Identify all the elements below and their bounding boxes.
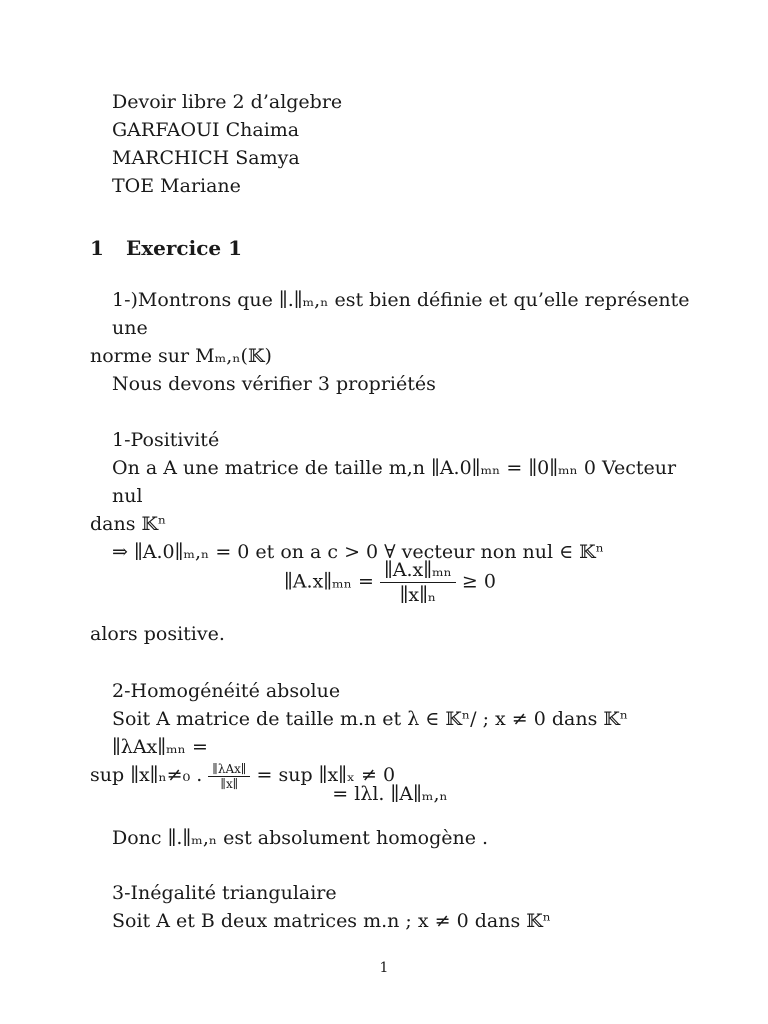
triangle-section bbox=[90, 879, 690, 935]
section-number: 1 bbox=[90, 236, 104, 260]
positivity-section bbox=[90, 426, 690, 566]
equation-left: ∥A.x∥ₘₙ = bbox=[284, 570, 374, 593]
positivity-conclusion: alors positive. bbox=[90, 623, 225, 645]
header-block bbox=[90, 88, 712, 200]
author-3: TOE Mariane bbox=[112, 175, 241, 197]
homogeneity-section bbox=[90, 677, 690, 791]
positivity-heading: 1-Positivité bbox=[112, 429, 220, 451]
equation-right: ≥ 0 bbox=[461, 570, 496, 593]
equation-denominator: ∥x∥ₙ bbox=[399, 584, 437, 606]
homogeneity-equation: = lλl. ∥A∥ₘ,ₙ bbox=[332, 783, 448, 805]
section-title: Exercice 1 bbox=[126, 236, 242, 260]
homogeneity-fraction-denominator: ∥x∥ bbox=[220, 776, 239, 791]
question-1-line-2: norme sur Mₘ,ₙ(𝕂) bbox=[90, 345, 272, 367]
equation-numerator: ∥A.x∥ₘₙ bbox=[380, 558, 456, 583]
homogeneity-line-1: Soit A matrice de taille m.n et λ ∈ 𝕂ⁿ/ ; x ≠ 0 dans 𝕂ⁿ ∥λAx∥ₘₙ = bbox=[112, 708, 629, 758]
triangle-heading: 3-Inégalité triangulaire bbox=[112, 882, 337, 904]
positivity-equation bbox=[90, 558, 690, 607]
homogeneity-fraction-numerator: ∥λAx∥ bbox=[208, 762, 250, 777]
intro-text: Nous devons vérifier 3 propriétés bbox=[112, 373, 436, 395]
positivity-line-2: dans 𝕂ⁿ bbox=[90, 513, 167, 535]
page-number: 1 bbox=[379, 960, 389, 976]
positivity-line-1: On a A une matrice de taille m,n ∥A.0∥ₘₙ = ∥0∥ₘₙ 0 Vecteur nul bbox=[112, 457, 677, 507]
homogeneity-line-2-a: sup ∥x∥ₙ≠₀ . bbox=[90, 764, 203, 786]
homogeneity-line-2-b: = sup ∥x∥ₓ ≠ 0 bbox=[256, 764, 396, 786]
author-1: GARFAOUI Chaima bbox=[112, 119, 300, 141]
question-1-line-1: 1-)Montrons que ∥.∥ₘ,ₙ est bien définie et qu’elle représente une bbox=[112, 289, 690, 339]
homogeneity-conclusion: Donc ∥.∥ₘ,ₙ est absolument homogène . bbox=[112, 827, 489, 849]
question-1 bbox=[90, 286, 690, 370]
section-heading bbox=[90, 234, 690, 262]
positivity-line-3: ⇒ ∥A.0∥ₘ,ₙ = 0 et on a c > 0 ∀ vecteur non nul ∈ 𝕂ⁿ bbox=[112, 541, 604, 563]
triangle-line-1: Soit A et B deux matrices m.n ; x ≠ 0 dans 𝕂ⁿ bbox=[112, 910, 551, 932]
equation-fraction bbox=[380, 558, 456, 607]
document-title: Devoir libre 2 d’algebre bbox=[112, 91, 343, 113]
homogeneity-heading: 2-Homogénéité absolue bbox=[112, 680, 341, 702]
author-2: MARCHICH Samya bbox=[112, 147, 300, 169]
